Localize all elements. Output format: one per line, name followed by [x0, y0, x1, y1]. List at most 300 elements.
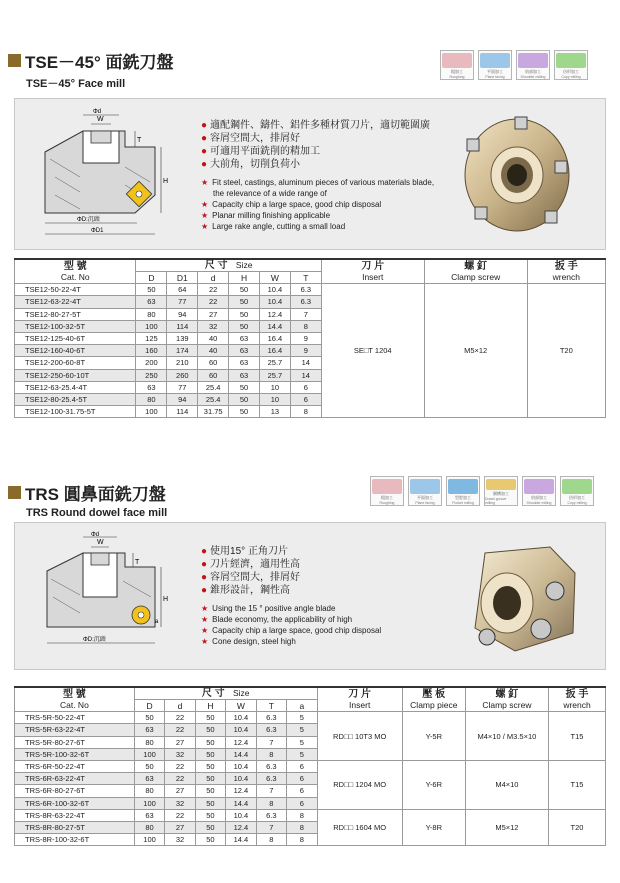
dim-cell: 10.4: [226, 724, 256, 736]
feature-en-text: Capacity chip a large space, good chip disposal: [212, 200, 382, 209]
feature-cn-item: [201, 571, 441, 584]
shoulder-milling-icon: [516, 50, 550, 80]
feature-en-text: Capacity chip a large space, good chip disposal: [212, 626, 382, 635]
tse-label-d1: ΦD1: [91, 228, 104, 234]
dim-cell: 63: [229, 357, 260, 369]
dim-cell: 40: [198, 332, 229, 344]
dim-cell: 32: [165, 834, 195, 846]
trs-title: TRS 圓鼻面銑刀盤: [25, 485, 166, 504]
dim-cell: 63: [134, 724, 164, 736]
op-label: 肩部加工: [525, 69, 541, 74]
dim-cell: 50: [229, 393, 260, 405]
dim-cell: 77: [167, 381, 198, 393]
dim-cell: 210: [167, 357, 198, 369]
dim-cell: 8: [256, 748, 286, 760]
dim-cell: 6: [290, 393, 321, 405]
op-label: 平面加工: [417, 495, 433, 500]
dim-cell: 25.4: [198, 393, 229, 405]
dim-cell: 6.3: [290, 284, 321, 296]
trs-label-dsmall: Φd: [91, 532, 100, 538]
dim-cell: 32: [198, 320, 229, 332]
op-caption: Copy milling: [567, 501, 587, 505]
col-wrench-header: 扳 手 wrench: [549, 687, 606, 712]
feature-cn-text: 大前角，切削負荷小: [210, 159, 301, 170]
cat-no-cell: TSE12-125-40-6T: [15, 332, 136, 344]
dim-cell: 22: [165, 773, 195, 785]
dim-cell: 8: [287, 834, 317, 846]
dim-cell: 80: [136, 393, 167, 405]
plane-facing-icon: [408, 476, 442, 506]
feature-en-item: [201, 221, 441, 232]
dim-cell: 50: [134, 712, 164, 724]
cat-no-cell: TSE12-50-22-4T: [15, 284, 136, 296]
op-caption: Shoulder milling: [520, 75, 546, 79]
dim-cell: 63: [229, 369, 260, 381]
trs-subtitle: TRS Round dowel face mill: [26, 507, 168, 519]
dim-cell: 5: [287, 748, 317, 760]
dim-cell: 80: [136, 308, 167, 320]
dim-cell: 27: [165, 785, 195, 797]
dim-cell: 80: [134, 821, 164, 833]
dim-cell: 114: [167, 406, 198, 418]
bullet-dot-icon: ●: [201, 146, 208, 157]
tse-cutter-image: [455, 111, 585, 239]
screw-cell: M4×10: [465, 760, 548, 809]
dim-cell: 27: [198, 308, 229, 320]
dim-cell: 100: [136, 320, 167, 332]
dim-cell: 22: [165, 809, 195, 821]
dim-cell: 94: [167, 393, 198, 405]
dim-cell: 7: [290, 308, 321, 320]
dim-cell: 50: [195, 712, 225, 724]
roughing-icon: [370, 476, 404, 506]
op-label: 肩部加工: [531, 495, 547, 500]
dim-cell: 8: [290, 406, 321, 418]
col-wrench-header: 扳 手 wrench: [527, 259, 605, 284]
col-cat-header: 型 號 Cat. No: [15, 259, 136, 284]
cat-no-cell: TRS-5R-80-27-6T: [15, 736, 135, 748]
dim-cell: 80: [134, 785, 164, 797]
trs-label-h: H: [163, 596, 169, 603]
dim-cell: 200: [136, 357, 167, 369]
dowel-groove-icon: [484, 476, 518, 506]
star-icon: ★: [201, 222, 209, 231]
dim-cell: 50: [195, 809, 225, 821]
dim-cell: 14: [290, 369, 321, 381]
dim-cell: 7: [256, 736, 286, 748]
op-caption: Roughing: [449, 75, 465, 79]
dim-header: D: [136, 272, 167, 284]
dim-cell: 8: [256, 797, 286, 809]
insert-cell: RD□□ 1604 MO: [317, 809, 402, 846]
dim-cell: 139: [167, 332, 198, 344]
piece-cell: Y-5R: [402, 712, 465, 761]
wrench-cell: T20: [527, 284, 605, 418]
star-icon: ★: [201, 637, 209, 646]
dim-cell: 8: [256, 834, 286, 846]
dim-cell: 32: [165, 748, 195, 760]
bullet-dot-icon: ●: [201, 585, 208, 596]
dim-cell: 32: [165, 797, 195, 809]
dim-cell: 63: [134, 773, 164, 785]
dim-cell: 50: [195, 736, 225, 748]
dim-cell: 64: [167, 284, 198, 296]
cat-no-cell: TSE12-100-31.75-5T: [15, 406, 136, 418]
cat-no-cell: TRS-8R-63-22-4T: [15, 809, 135, 821]
dim-cell: 50: [229, 406, 260, 418]
dim-cell: 125: [136, 332, 167, 344]
trs-label-w: W: [97, 539, 104, 546]
dim-cell: 63: [229, 345, 260, 357]
op-swatch: [372, 479, 402, 494]
dim-cell: 13: [259, 406, 290, 418]
col-insert-header: 刀 片 Insert: [317, 687, 402, 712]
feature-cn-text: 可適用平面銑削的精加工: [210, 146, 321, 157]
dim-cell: 160: [136, 345, 167, 357]
dim-cell: 10: [259, 393, 290, 405]
op-caption: Pocket milling: [452, 501, 474, 505]
dim-cell: 63: [136, 296, 167, 308]
dim-header: H: [229, 272, 260, 284]
op-caption: Plane facing: [485, 75, 505, 79]
col-cat-header: 型 號 Cat. No: [15, 687, 135, 712]
cat-no-cell: TSE12-63-25.4-4T: [15, 381, 136, 393]
feature-en-item: [201, 625, 441, 636]
star-icon: ★: [201, 604, 209, 613]
star-icon: ★: [201, 626, 209, 635]
insert-cell: RD□□ 10T3 MO: [317, 712, 402, 761]
trs-heading: [8, 480, 167, 519]
feature-cn-item: [201, 584, 441, 597]
trs-cutter-image: [455, 533, 585, 661]
dim-header: T: [290, 272, 321, 284]
cat-no-cell: TRS-8R-80-27-5T: [15, 821, 135, 833]
col-piece-header: 壓 板 Clamp piece: [402, 687, 465, 712]
dim-cell: 10: [259, 381, 290, 393]
section-marker: [8, 54, 21, 67]
dim-header: D: [134, 700, 164, 712]
dim-cell: 6: [287, 785, 317, 797]
feature-en-text: Blade economy, the applicability of high: [212, 615, 353, 624]
feature-cn-item: [201, 132, 441, 145]
dim-cell: 22: [198, 284, 229, 296]
tse-features: [201, 119, 441, 232]
dim-cell: 50: [195, 748, 225, 760]
feature-cn-text: 使用15° 正角刀片: [210, 546, 288, 557]
dim-cell: 40: [198, 345, 229, 357]
bullet-dot-icon: ●: [201, 120, 208, 131]
dim-header: d: [165, 700, 195, 712]
dim-cell: 31.75: [198, 406, 229, 418]
dim-header: a: [287, 700, 317, 712]
dim-cell: 50: [229, 284, 260, 296]
dim-header: D1: [167, 272, 198, 284]
op-caption: Dowel groove milling: [485, 497, 507, 505]
cat-no-cell: TRS-6R-100-32-6T: [15, 797, 135, 809]
feature-cn-item: [201, 545, 441, 558]
op-label: 仿形加工: [563, 69, 579, 74]
cat-no-cell: TRS-5R-63-22-4T: [15, 724, 135, 736]
screw-cell: M4×10 / M3.5×10: [465, 712, 548, 761]
cat-no-cell: TSE12-160-40-6T: [15, 345, 136, 357]
feature-en-item: [201, 603, 441, 614]
dim-cell: 14.4: [226, 797, 256, 809]
dim-cell: 50: [195, 760, 225, 772]
bullet-dot-icon: ●: [201, 572, 208, 583]
cat-no-cell: TSE12-100-32-5T: [15, 320, 136, 332]
table-row: [15, 712, 606, 724]
feature-en-text: Using the 15 ° positive angle blade: [212, 604, 336, 613]
dim-cell: 22: [165, 724, 195, 736]
feature-en-item: [201, 636, 441, 647]
dim-cell: 100: [134, 797, 164, 809]
bullet-dot-icon: ●: [201, 159, 208, 170]
dim-cell: 8: [287, 821, 317, 833]
dim-cell: 100: [134, 748, 164, 760]
op-label: 圓槽加工: [493, 491, 509, 496]
section-marker: [8, 486, 21, 499]
dim-cell: 94: [167, 308, 198, 320]
tse-info-box: [14, 98, 606, 250]
op-swatch: [480, 53, 510, 68]
op-label: 型腔加工: [455, 495, 471, 500]
bullet-dot-icon: ●: [201, 546, 208, 557]
dim-cell: 50: [229, 296, 260, 308]
col-insert-header: 刀 片 Insert: [321, 259, 424, 284]
piece-cell: Y-8R: [402, 809, 465, 846]
tse-dimension-drawing: [25, 107, 175, 241]
feature-en-item: [201, 210, 441, 221]
dim-cell: 27: [165, 736, 195, 748]
dim-cell: 6.3: [256, 809, 286, 821]
dim-header: H: [195, 700, 225, 712]
dim-cell: 25.7: [259, 369, 290, 381]
dim-cell: 50: [229, 381, 260, 393]
copy-milling-icon: [554, 50, 588, 80]
cat-no-cell: TSE12-200-60-8T: [15, 357, 136, 369]
cat-no-cell: TRS-5R-100-32-6T: [15, 748, 135, 760]
tse-label-t: T: [137, 137, 142, 144]
feature-cn-text: 刀片經濟，適用性高: [210, 559, 301, 570]
trs-label-dk: ΦD:沉頭: [83, 637, 106, 643]
tse-heading: [8, 48, 174, 91]
bullet-dot-icon: ●: [201, 559, 208, 570]
cat-no-cell: TRS-8R-100-32-6T: [15, 834, 135, 846]
feature-cn-text: 容屑空間大，排屑好: [210, 133, 301, 144]
dim-header: W: [226, 700, 256, 712]
dim-cell: 250: [136, 369, 167, 381]
dim-cell: 7: [256, 785, 286, 797]
trs-label-a: a: [155, 619, 159, 625]
dim-cell: 12.4: [226, 785, 256, 797]
feature-en-item: [201, 177, 441, 199]
dim-cell: 50: [195, 724, 225, 736]
tse-label-dk: ΦD:沉頭: [77, 217, 100, 223]
dim-cell: 6.3: [256, 773, 286, 785]
screw-cell: M5×12: [465, 809, 548, 846]
dim-cell: 12.4: [226, 821, 256, 833]
op-swatch: [562, 479, 592, 494]
op-swatch: [486, 479, 516, 490]
feature-en-text: Cone design, steel high: [212, 637, 296, 646]
dim-header: T: [256, 700, 286, 712]
dim-cell: 50: [195, 773, 225, 785]
dim-cell: 10.4: [226, 712, 256, 724]
dim-cell: 22: [165, 760, 195, 772]
col-screw-header: 螺 釘 Clamp screw: [465, 687, 548, 712]
cat-no-cell: TRS-6R-50-22-4T: [15, 760, 135, 772]
dim-cell: 9: [290, 345, 321, 357]
dim-cell: 63: [134, 809, 164, 821]
trs-label-t: T: [135, 559, 140, 566]
op-swatch: [442, 53, 472, 68]
dim-cell: 80: [134, 736, 164, 748]
op-label: 粗加工: [451, 69, 463, 74]
wrench-cell: T15: [549, 760, 606, 809]
dim-cell: 100: [134, 834, 164, 846]
op-swatch: [524, 479, 554, 494]
insert-cell: SE□T 1204: [321, 284, 424, 418]
copy-milling-icon: [560, 476, 594, 506]
dim-cell: 27: [165, 821, 195, 833]
cat-no-cell: TSE12-80-25.4-5T: [15, 393, 136, 405]
dim-cell: 63: [229, 332, 260, 344]
plane-facing-icon: [478, 50, 512, 80]
cat-no-cell: TRS-6R-63-22-4T: [15, 773, 135, 785]
dim-cell: 63: [136, 381, 167, 393]
dim-cell: 8: [287, 809, 317, 821]
col-screw-header: 螺 釘 Clamp screw: [424, 259, 527, 284]
op-swatch: [448, 479, 478, 494]
tse-label-dsmall: Φd: [93, 109, 102, 115]
tse-operation-icons: [440, 50, 588, 80]
feature-cn-text: 適配鋼件、鑄件、鋁件多種材質刀片，適切範圍廣: [210, 120, 431, 131]
feature-en-text: Planar milling finishing applicable: [212, 211, 331, 220]
dim-cell: 22: [198, 296, 229, 308]
dim-cell: 100: [136, 406, 167, 418]
dim-cell: 60: [198, 369, 229, 381]
pocket-milling-icon: [446, 476, 480, 506]
dim-cell: 10.4: [226, 809, 256, 821]
feature-cn-text: 容屑空間大，排屑好: [210, 572, 301, 583]
table-row: [15, 284, 606, 296]
dim-cell: 10.4: [259, 284, 290, 296]
dim-cell: 7: [256, 821, 286, 833]
tse-title: TSE－45° 面銑刀盤: [25, 53, 174, 72]
dim-cell: 6.3: [256, 724, 286, 736]
tse-spec-table: [14, 258, 606, 418]
dim-cell: 50: [136, 284, 167, 296]
op-label: 平面加工: [487, 69, 503, 74]
trs-dimension-drawing: [25, 531, 175, 665]
dim-cell: 5: [287, 712, 317, 724]
dim-cell: 114: [167, 320, 198, 332]
wrench-cell: T20: [549, 809, 606, 846]
table-row: [15, 760, 606, 772]
screw-cell: M5×12: [424, 284, 527, 418]
dim-cell: 22: [165, 712, 195, 724]
table-row: [15, 809, 606, 821]
op-swatch: [410, 479, 440, 494]
dim-cell: 16.4: [259, 332, 290, 344]
dim-cell: 12.4: [226, 736, 256, 748]
feature-cn-item: [201, 145, 441, 158]
piece-cell: Y-6R: [402, 760, 465, 809]
trs-spec-table: [14, 686, 606, 846]
dim-cell: 50: [229, 320, 260, 332]
dim-cell: 10.4: [259, 296, 290, 308]
dim-cell: 14: [290, 357, 321, 369]
tse-subtitle: TSE－45° Face mill: [26, 78, 126, 90]
op-swatch: [556, 53, 586, 68]
dim-cell: 50: [229, 308, 260, 320]
star-icon: ★: [201, 200, 209, 209]
dim-cell: 6.3: [290, 296, 321, 308]
dim-cell: 50: [195, 834, 225, 846]
wrench-cell: T15: [549, 712, 606, 761]
feature-cn-item: [201, 558, 441, 571]
op-caption: Roughing: [379, 501, 395, 505]
dim-cell: 16.4: [259, 345, 290, 357]
dim-cell: 174: [167, 345, 198, 357]
tse-label-w: W: [97, 116, 104, 123]
feature-en-item: [201, 199, 441, 210]
dim-cell: 5: [287, 724, 317, 736]
feature-en-text: Fit steel, castings, aluminum pieces of various materials blade, the relevance of a wide range of: [212, 178, 435, 198]
op-swatch: [518, 53, 548, 68]
dim-cell: 25.7: [259, 357, 290, 369]
dim-cell: 12.4: [259, 308, 290, 320]
feature-en-item: [201, 614, 441, 625]
dim-cell: 9: [290, 332, 321, 344]
feature-cn-text: 錐形設計，鋼性高: [210, 585, 291, 596]
dim-header: d: [198, 272, 229, 284]
op-label: 仿形加工: [569, 495, 585, 500]
roughing-icon: [440, 50, 474, 80]
dim-cell: 50: [195, 821, 225, 833]
dim-cell: 8: [290, 320, 321, 332]
trs-info-box: [14, 522, 606, 670]
col-size-header: 尺 寸 Size: [136, 259, 321, 272]
dim-cell: 14.4: [226, 748, 256, 760]
dim-cell: 10.4: [226, 760, 256, 772]
op-caption: Shoulder milling: [526, 501, 552, 505]
feature-cn-item: [201, 119, 441, 132]
dim-cell: 6: [287, 760, 317, 772]
col-size-header: 尺 寸 Size: [134, 687, 317, 700]
dim-cell: 6: [287, 797, 317, 809]
trs-operation-icons: [370, 476, 594, 506]
dim-cell: 10.4: [226, 773, 256, 785]
trs-features: [201, 545, 441, 647]
tse-label-h: H: [163, 178, 169, 185]
dim-cell: 6: [287, 773, 317, 785]
cat-no-cell: TSE12-250-60-10T: [15, 369, 136, 381]
dim-cell: 14.4: [226, 834, 256, 846]
dim-cell: 6: [290, 381, 321, 393]
cat-no-cell: TRS-5R-50-22-4T: [15, 712, 135, 724]
feature-cn-item: [201, 158, 441, 171]
dim-cell: 6.3: [256, 760, 286, 772]
shoulder-milling-icon: [522, 476, 556, 506]
cat-no-cell: TRS-6R-80-27-6T: [15, 785, 135, 797]
op-caption: Plane facing: [415, 501, 435, 505]
dim-cell: 260: [167, 369, 198, 381]
dim-cell: 5: [287, 736, 317, 748]
star-icon: ★: [201, 615, 209, 624]
dim-header: W: [259, 272, 290, 284]
cat-no-cell: TSE12-80-27-5T: [15, 308, 136, 320]
